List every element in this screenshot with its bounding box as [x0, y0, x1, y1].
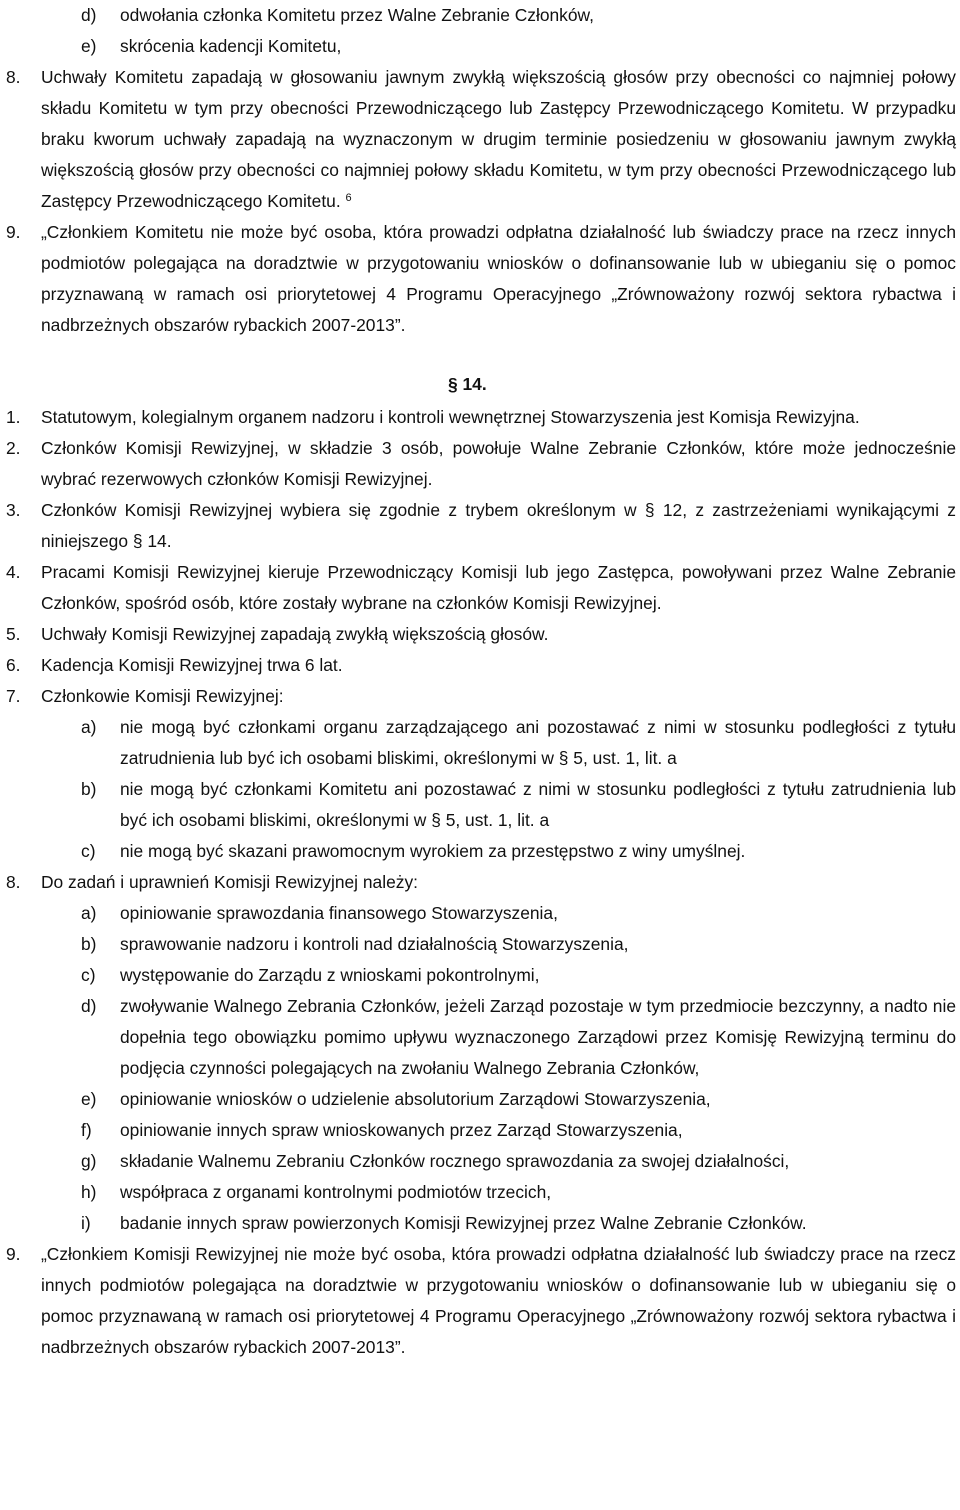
paragraph-number: 2. — [6, 438, 21, 458]
s14-p8-item-g — [6, 1146, 956, 1177]
paragraph-text: „Członkiem Komitetu nie może być osoba, która prowadzi odpłatna działalność lub świadczy prace na rzecz innych podmiotów polegająca na doradztwie w przygotowaniu wniosków o dofinansowanie lub w ubieganiu się o pomoc przyznawaną w ramach osi priorytetowej 4 Programu Operacyjnego „Zrównoważony rozwój sektora rybactwa i nadbrzeżnych obszarów rybackich 2007-2013”. — [41, 222, 956, 335]
list-label: h) — [81, 1182, 97, 1202]
s14-p7-item-b — [6, 774, 956, 836]
list-label: d) — [81, 996, 97, 1016]
list-text: nie mogą być członkami Komitetu ani pozostawać z nimi w stosunku podległości z tytułu zatrudnienia lub być ich osobami bliskimi, określonymi w § 5, ust. 1, lit. a — [120, 779, 956, 830]
s14-paragraph-3 — [6, 495, 956, 557]
list-text: zwoływanie Walnego Zebrania Członków, jeżeli Zarząd pozostaje w tym przedmiocie bezczynny, a nadto nie dopełnia tego obowiązku pomimo upływu wyznaczonego Zarządowi przez Komisję Rewizyjną terminu do podjęcia czynności polegających na zwołaniu Walnego Zebrania Członków, — [120, 996, 956, 1078]
paragraph-text: Uchwały Komitetu zapadają w głosowaniu jawnym zwykłą większością głosów przy obecności co najmniej połowy składu Komitetu w tym przy obecności Przewodniczącego lub Zastępcy Przewodniczącego Komitetu. W przypadku braku kworum uchwały zapadają na wyznaczonym w drugim terminie posiedzeniu w głosowaniu jawnym zwykłą większością głosów przy obecności co najmniej połowy składu Komitetu, w tym przy obecności Przewodniczącego lub Zastępcy Przewodniczącego Komitetu. — [41, 67, 956, 211]
s14-p8-item-f — [6, 1115, 956, 1146]
paragraph-9 — [6, 217, 956, 341]
s14-p8-item-h — [6, 1177, 956, 1208]
paragraph-text: Członków Komisji Rewizyjnej, w składzie 3 osób, powołuje Walne Zebranie Członków, które może jednocześnie wybrać rezerwowych członków Komisji Rewizyjnej. — [41, 438, 956, 489]
list-label: b) — [81, 934, 97, 954]
s14-p8-item-b — [6, 929, 956, 960]
s14-paragraph-1 — [6, 402, 956, 433]
list-text: opiniowanie wniosków o udzielenie absolutorium Zarządowi Stowarzyszenia, — [120, 1089, 711, 1109]
list-text: odwołania członka Komitetu przez Walne Zebranie Członków, — [120, 5, 594, 25]
list-label: c) — [81, 965, 96, 985]
paragraph-number: 8. — [6, 67, 21, 87]
list-label: i) — [81, 1213, 91, 1233]
paragraph-number: 9. — [6, 222, 21, 242]
list-text: składanie Walnemu Zebraniu Członków rocznego sprawozdania za swojej działalności, — [120, 1151, 790, 1171]
section-heading: § 14. — [448, 374, 487, 394]
footnote-ref[interactable]: 6 — [345, 192, 352, 204]
list-label: c) — [81, 841, 96, 861]
list-label: f) — [81, 1120, 92, 1140]
list-label: e) — [81, 1089, 97, 1109]
s14-p8-item-d — [6, 991, 956, 1084]
list-label: d) — [81, 5, 97, 25]
paragraph-number: 3. — [6, 500, 21, 520]
paragraph-text: Członkowie Komisji Rewizyjnej: — [41, 686, 284, 706]
paragraph-8 — [6, 62, 956, 217]
list-text: nie mogą być skazani prawomocnym wyrokiem za przestępstwo z winy umyślnej. — [120, 841, 746, 861]
list-label: g) — [81, 1151, 97, 1171]
paragraph-number: 1. — [6, 407, 21, 427]
list-item-e — [6, 31, 956, 62]
list-label: a) — [81, 717, 97, 737]
list-text: opiniowanie sprawozdania finansowego Stowarzyszenia, — [120, 903, 558, 923]
paragraph-text: Do zadań i uprawnień Komisji Rewizyjnej należy: — [41, 872, 418, 892]
paragraph-number: 6. — [6, 655, 21, 675]
s14-paragraph-2 — [6, 433, 956, 495]
paragraph-text: „Członkiem Komisji Rewizyjnej nie może być osoba, która prowadzi odpłatna działalność lub świadczy prace na rzecz innych podmiotów polegająca na doradztwie w przygotowaniu wniosków o dofinansowanie lub w ubieganiu się o pomoc przyznawaną w ramach osi priorytetowej 4 Programu Operacyjnego „Zrównoważony rozwój sektora rybactwa i nadbrzeżnych obszarów rybackich 2007-2013”. — [41, 1244, 956, 1357]
list-label: e) — [81, 36, 97, 56]
s14-p8-item-e — [6, 1084, 956, 1115]
paragraph-text: Pracami Komisji Rewizyjnej kieruje Przewodniczący Komisji lub jego Zastępca, powoływani przez Walne Zebranie Członków, spośród osób, które zostały wybrane na członków Komisji Rewizyjnej. — [41, 562, 956, 613]
s14-paragraph-8 — [6, 867, 956, 898]
paragraph-number: 9. — [6, 1244, 21, 1264]
paragraph-text: Uchwały Komisji Rewizyjnej zapadają zwykłą większością głosów. — [41, 624, 549, 644]
paragraph-number: 8. — [6, 872, 21, 892]
paragraph-number: 5. — [6, 624, 21, 644]
s14-paragraph-5 — [6, 619, 956, 650]
list-label: b) — [81, 779, 97, 799]
list-text: występowanie do Zarządu z wnioskami pokontrolnymi, — [120, 965, 540, 985]
paragraph-text: Statutowym, kolegialnym organem nadzoru i kontroli wewnętrznej Stowarzyszenia jest Komisja Rewizyjna. — [41, 407, 860, 427]
s14-paragraph-6 — [6, 650, 956, 681]
list-text: nie mogą być członkami organu zarządzającego ani pozostawać z nimi w stosunku podległości z tytułu zatrudnienia lub być ich osobami bliskimi, określonymi w § 5, ust. 1, lit. a — [120, 717, 956, 768]
s14-p8-item-c — [6, 960, 956, 991]
list-text: badanie innych spraw powierzonych Komisji Rewizyjnej przez Walne Zebranie Członków. — [120, 1213, 807, 1233]
paragraph-text: Członków Komisji Rewizyjnej wybiera się zgodnie z trybem określonym w § 12, z zastrzeżeniami wynikającymi z niniejszego § 14. — [41, 500, 956, 551]
list-text: skrócenia kadencji Komitetu, — [120, 36, 342, 56]
s14-paragraph-7 — [6, 681, 956, 712]
s14-paragraph-9 — [6, 1239, 956, 1363]
s14-p7-item-c — [6, 836, 956, 867]
paragraph-number: 7. — [6, 686, 21, 706]
list-text: współpraca z organami kontrolnymi podmiotów trzecich, — [120, 1182, 552, 1202]
s14-p8-item-i — [6, 1208, 956, 1239]
s14-p7-item-a — [6, 712, 956, 774]
paragraph-text: Kadencja Komisji Rewizyjnej trwa 6 lat. — [41, 655, 343, 675]
paragraph-number: 4. — [6, 562, 21, 582]
s14-p8-item-a — [6, 898, 956, 929]
s14-paragraph-4 — [6, 557, 956, 619]
list-label: a) — [81, 903, 97, 923]
list-text: sprawowanie nadzoru i kontroli nad działalnością Stowarzyszenia, — [120, 934, 629, 954]
list-item-d — [6, 0, 956, 31]
list-text: opiniowanie innych spraw wnioskowanych przez Zarząd Stowarzyszenia, — [120, 1120, 683, 1140]
